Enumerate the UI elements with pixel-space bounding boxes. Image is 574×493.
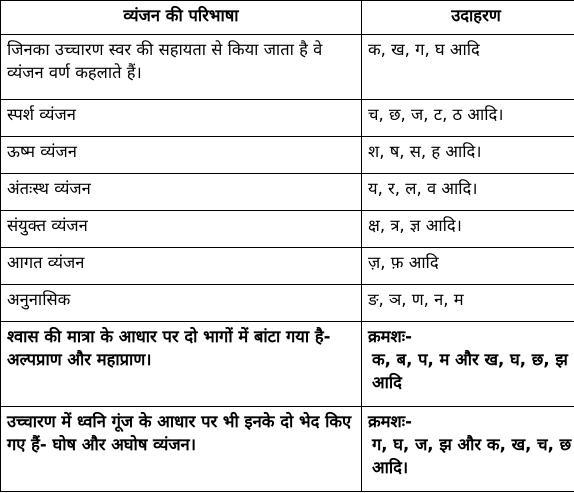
- definition-cell: ऊष्म व्यंजन: [1, 137, 362, 174]
- table-row: [1, 248, 574, 285]
- table-row: [1, 35, 574, 100]
- example-label: क्रमशः-: [368, 327, 412, 346]
- example-cell: ङ, ञ, ण, न, म: [362, 285, 574, 322]
- example-label: क्रमशः-: [368, 412, 412, 431]
- table-row: [1, 285, 574, 322]
- definition-cell: स्पर्श व्यंजन: [1, 100, 362, 137]
- example-cell: [362, 322, 574, 407]
- table-row: [1, 137, 574, 174]
- header-row: [1, 1, 574, 35]
- example-cell: य, र, ल, व आदि।: [362, 174, 574, 211]
- example-cell: च, छ, ज, ट, ठ आदि।: [362, 100, 574, 137]
- example-text: ग, घ, ज, झ और क, ख, च, छ आदि।: [372, 435, 572, 477]
- header-example: उदाहरण: [362, 1, 574, 35]
- example-cell: श, ष, स, ह आदि।: [362, 137, 574, 174]
- example-text: क, ब, प, म और ख, घ, छ, झ आदि: [372, 350, 568, 392]
- example-cell: क्ष, त्र, ज्ञ आदि।: [362, 211, 574, 248]
- example-cell: [362, 407, 574, 492]
- definition-cell: उच्चारण में ध्वनि गूंज के आधार पर भी इनके दो भेद किए गए हैं- घोष और अघोष व्यंजन।: [1, 407, 362, 492]
- example-cell: क, ख, ग, घ आदि: [362, 35, 574, 100]
- definition-cell: श्वास की मात्रा के आधार पर दो भागों में बांटा गया है- अल्पप्राण और महाप्राण।: [1, 322, 362, 407]
- definition-cell: आगत व्यंजन: [1, 248, 362, 285]
- table-row: [1, 407, 574, 492]
- table-row: [1, 211, 574, 248]
- definition-cell: संयुक्त व्यंजन: [1, 211, 362, 248]
- example-cell: ज़, फ़ आदि: [362, 248, 574, 285]
- definition-cell: अंतःस्थ व्यंजन: [1, 174, 362, 211]
- definition-cell: जिनका उच्चारण स्वर की सहायता से किया जाता है वे व्यंजन वर्ण कहलाते हैं।: [1, 35, 362, 100]
- table-row: [1, 322, 574, 407]
- table-row: [1, 174, 574, 211]
- definition-cell: अनुनासिक: [1, 285, 362, 322]
- header-definition: व्यंजन की परिभाषा: [1, 1, 362, 35]
- table-row: [1, 100, 574, 137]
